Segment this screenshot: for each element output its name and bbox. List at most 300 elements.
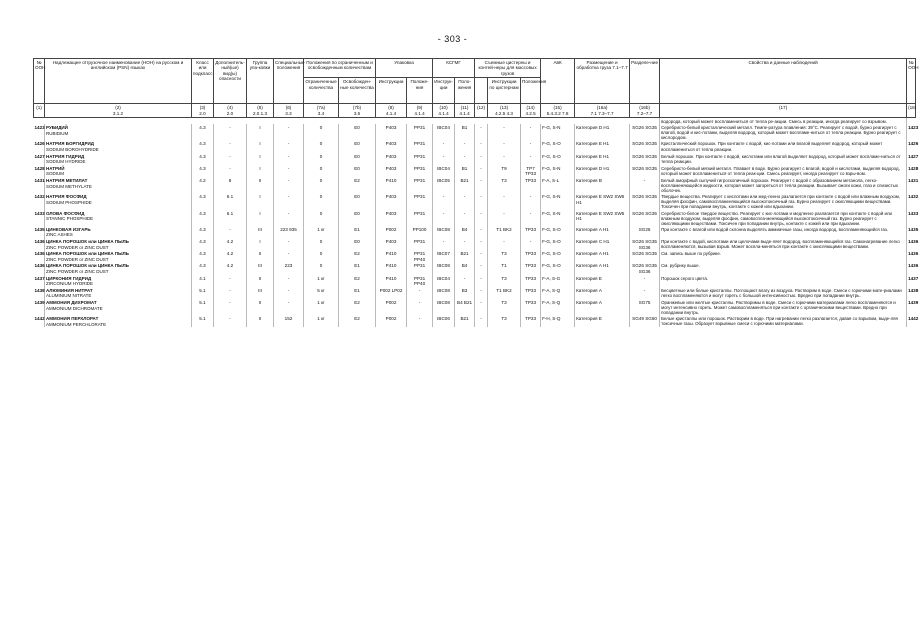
name-ru: ОЛОВА ФОСФИД <box>46 210 85 216</box>
column-number <box>247 104 274 118</box>
column-12: - <box>475 153 488 165</box>
subrisk: - <box>214 165 247 177</box>
table-row <box>34 262 916 274</box>
packing-group: II <box>247 299 274 315</box>
header-properties: Свойства и данные наблюдений <box>660 59 907 104</box>
stowage: Категория C H1 <box>575 238 630 250</box>
special-provisions: - <box>274 140 304 152</box>
limited-quantity: 0 <box>304 262 339 274</box>
ibc-provision: - <box>455 238 475 250</box>
shipping-name <box>45 299 192 315</box>
properties: Оранжевые или желтые кристаллы. Растворимы в воде. Смеси с горючими материалами легко воспламеняются и могут интенсивно гореть. Может самовоспламеняться при контакте с органическими веществами. Вредно при попадании внутрь. <box>660 299 907 315</box>
un-number: 1428 <box>34 165 45 171</box>
column-number <box>214 104 247 118</box>
column-reference: 4.2.5 <box>525 110 536 116</box>
ems-code: F-G, S-N <box>541 165 575 177</box>
stowage: Категория B <box>575 177 630 193</box>
packing-instruction: P410 <box>376 177 407 193</box>
tank-provision: TP7 TP33 <box>521 165 541 177</box>
column-number-label: (17) <box>778 105 788 111</box>
stowage: Категория A <box>575 299 630 315</box>
column-reference: 4.1.4 <box>438 110 449 116</box>
segregation: SG26 SG35 SG36 <box>630 238 660 250</box>
ibc-instruction: IBC06 <box>433 315 455 327</box>
header-packing-provisions: Положе-ния <box>407 78 433 104</box>
subrisk: - <box>214 275 247 287</box>
properties: Серебристо-белое твердое вещество. Реагирует с кис-лотами и медленно разлагается при контакте с водой или влажным воздухом, выделяя фосфин, самовоспла-меняющийся высокотоксичный газ. Бурно реагирует с окисляющими веществами. Токсичен при попадании внутрь, контакте с кожей или при вдыхании. <box>660 210 907 226</box>
shipping-name <box>45 165 192 177</box>
ibc-instruction: - <box>433 153 455 165</box>
ibc-provision: B4 B21 <box>455 299 475 315</box>
ibc-instruction: IBC07 <box>433 250 455 262</box>
column-number-label: (4) <box>227 105 233 111</box>
header-subrisk: Дополнитель-ный(ые) вид(ы) опасности <box>214 59 247 104</box>
ems-code: F-A, S-Q <box>541 287 575 299</box>
ems-code: F-A, S-Q <box>541 299 575 315</box>
packing-group: I <box>247 193 274 209</box>
stowage: Категория E <box>575 275 630 287</box>
segregation: SG75 <box>630 299 660 315</box>
header-segregation: Разделе-ние <box>630 59 660 104</box>
class: 4.3 <box>192 226 214 238</box>
name-ru: АММОНИЯ ДИХРОМАТ <box>46 299 97 305</box>
packing-provision: PP100 <box>407 226 433 238</box>
un-number: 1433 <box>34 210 45 216</box>
name-ru: ЦИНКА ПОРОШОК или ЦИНКА ПЫЛЬ <box>46 251 129 257</box>
column-number <box>521 104 541 118</box>
header-tank-blank <box>475 78 488 104</box>
properties: Твердые вещества. Реагирует с кислотами или мед-ленно разлагается при контакте с водой или влажным воздухом, выделяя фосфин, самовоспламеняющийся высокотоксичный газ. Бурно реагирует с окисляющими веществами. Токсичен при попадании внутрь, контакте с кожей или вдыхании. <box>660 193 907 209</box>
name-ru: РУБИДИЙ <box>46 125 68 131</box>
name-ru: НАТРИЯ ФОСФИД <box>46 194 87 200</box>
table-row <box>34 210 916 226</box>
column-12: - <box>475 262 488 274</box>
un-number-right: 1431 <box>907 177 916 193</box>
un-number: 1423 <box>34 125 45 131</box>
class: 5.1 <box>192 287 214 299</box>
column-number-label: (2) <box>115 105 121 111</box>
un-number-right: 1435 <box>907 226 916 238</box>
packing-instruction: P403 <box>376 124 407 140</box>
column-12: - <box>475 299 488 315</box>
header-class: Класс или подкласс <box>192 59 214 104</box>
packing-instruction: P403 <box>376 140 407 152</box>
limited-quantity: 0 <box>304 250 339 262</box>
class: 4.2 <box>192 177 214 193</box>
table-row <box>34 177 916 193</box>
column-12: - <box>475 315 488 327</box>
tank-provision: - <box>521 153 541 165</box>
table-body <box>34 118 919 328</box>
ems-code: F-G, S-O <box>541 250 575 262</box>
class: 4.3 <box>192 250 214 262</box>
column-reference: 7.2–7.7 <box>636 110 653 116</box>
special-provisions: - <box>274 193 304 209</box>
packing-group: I <box>247 140 274 152</box>
excepted-quantity: E2 <box>339 177 376 193</box>
column-number-label: (15) <box>553 105 562 111</box>
packing-provision: PP31 PP40 <box>407 275 433 287</box>
header-ibc-provisions: Поло-жения <box>455 78 475 104</box>
shipping-name <box>45 177 192 193</box>
ems-code: F-G, S-O <box>541 238 575 250</box>
ibc-provision: B1 <box>455 165 475 177</box>
column-12: - <box>475 250 488 262</box>
limited-quantity: 5 кг <box>304 287 339 299</box>
tank-instruction: - <box>488 124 521 140</box>
column-number <box>630 104 660 118</box>
subrisk: 6.1 <box>214 193 247 209</box>
class: 4.3 <box>192 165 214 177</box>
header-stowage: Размещение и обработка груза 7.1–7.7 <box>575 59 630 104</box>
packing-instruction: P403 <box>376 210 407 226</box>
stowage: Категория E <box>575 315 630 327</box>
name-en: SODIUM BOROHYDRIDE <box>46 147 99 152</box>
column-number-label: (7a) <box>316 105 326 111</box>
column-number-label: (12) <box>476 105 486 111</box>
packing-provision: PP31 <box>407 262 433 274</box>
tank-provision: - <box>521 140 541 152</box>
table-row <box>34 140 916 152</box>
header-limited-quantities: Ограниченные количества <box>304 78 339 104</box>
column-number-label: (13) <box>499 105 509 111</box>
tank-instruction: T1 BK2 <box>488 287 521 299</box>
limited-quantity: 1 кг <box>304 299 339 315</box>
limited-quantity: 0 <box>304 193 339 209</box>
special-provisions: 223 <box>274 262 304 274</box>
column-reference: 5.4.3.2 7.8 <box>546 110 569 116</box>
ibc-instruction: IBC04 <box>433 124 455 140</box>
ibc-provision: B21 <box>455 250 475 262</box>
column-number-label: (14) <box>526 105 535 111</box>
header-special-provisions: Специальные положения <box>274 59 304 104</box>
ibc-provision: B21 <box>455 177 475 193</box>
stowage: Категория A H1 <box>575 250 630 262</box>
name-ru: ЦИНКА ПОРОШОК или ЦИНКА ПЫЛЬ <box>46 263 129 269</box>
header-ems: АвК <box>541 59 575 104</box>
column-number-label: (6) <box>285 105 292 111</box>
class: 4.1 <box>192 275 214 287</box>
un-number-right: 1436 <box>907 262 916 274</box>
stowage: Категория A <box>575 287 630 299</box>
name-en: ZINC ASHES <box>46 232 73 238</box>
shipping-name <box>45 226 192 238</box>
tank-provision: TP33 <box>521 262 541 274</box>
column-number <box>376 104 407 118</box>
tank-instruction: - <box>488 193 521 209</box>
packing-provision: PP31 PP40 <box>407 250 433 262</box>
un-number-right: 1426 <box>907 140 916 152</box>
column-number-label: (16b) <box>639 105 650 111</box>
name-en: AMMONIUM DICHROMATE <box>46 305 103 311</box>
tank-provision: TP33 <box>521 287 541 299</box>
column-number <box>475 104 488 118</box>
name-en: SODIUM <box>46 171 64 177</box>
name-en: ALUMINIUM NITRATE <box>46 293 92 299</box>
subrisk: 8 <box>214 177 247 193</box>
properties: См. рубрику выше. <box>660 262 907 274</box>
excepted-quantity: E0 <box>339 210 376 226</box>
packing-group: II <box>247 177 274 193</box>
table-row <box>34 193 916 209</box>
tank-instruction: - <box>488 210 521 226</box>
subrisk: - <box>214 124 247 140</box>
header-tank-instructions: Инструкции по цистернам <box>488 78 521 104</box>
special-provisions: - <box>274 124 304 140</box>
header-tank-provisions: Положения <box>521 78 541 104</box>
excepted-quantity: E0 <box>339 140 376 152</box>
name-ru: НАТРИЯ БОРГИДРИД <box>46 141 94 147</box>
ibc-instruction: - <box>433 140 455 152</box>
properties: Серебристо-белый кристаллический металл. Темпе-ратура плавления: 39°C. Реагирует с водой, бурно реагирует с влагой, водой и кис-лотами, выделяя водород, который может воспламе-ниться от тепла реакции. Бурно реагирует с кислородом. <box>660 124 907 140</box>
name-en: SODIUM PHOSPHIDE <box>46 199 92 205</box>
un-number-right: 1423 <box>907 124 916 140</box>
packing-group: III <box>247 226 274 238</box>
tank-instruction: T3 <box>488 315 521 327</box>
un-number: 1432 <box>34 194 45 200</box>
column-12: - <box>475 165 488 177</box>
ibc-instruction: IBC08 <box>433 262 455 274</box>
header-name: Надлежащее отгрузочное наименование (НОН) на русском и английском (PSN) языках <box>45 59 192 104</box>
table-row <box>34 238 916 250</box>
ems-code: F-G, S-O <box>541 153 575 165</box>
properties: Серебристо-белый мягкий металл. Плавает в воде. Бурно реагирует с влагой, водой и кислотами, выделяя водород, который может воспламениться от тепла реак-ции. Смесь реагирует, иногда реагирует со взры-вом. <box>660 165 907 177</box>
tank-provision: - <box>521 193 541 209</box>
shipping-name <box>45 140 192 152</box>
column-12: - <box>475 238 488 250</box>
column-reference: 3.3 <box>285 110 292 116</box>
column-12: - <box>475 177 488 193</box>
packing-group: I <box>247 153 274 165</box>
tank-instruction: T3 <box>488 177 521 193</box>
dangerous-goods-table <box>33 58 919 327</box>
stowage: Категория E H1 <box>575 153 630 165</box>
shipping-name <box>45 275 192 287</box>
special-provisions: - <box>274 177 304 193</box>
header-packagings: Упаковка <box>376 59 433 78</box>
ems-code: F-G, S-N <box>541 193 575 209</box>
column-reference: 2.0.1.3 <box>252 110 268 116</box>
column-number <box>407 104 433 118</box>
packing-instruction: P002 LP02 <box>376 287 407 299</box>
subrisk: - <box>214 299 247 315</box>
packing-group: I <box>247 210 274 226</box>
un-number-right: 1437 <box>907 275 916 287</box>
column-number <box>541 104 575 118</box>
limited-quantity: 1 кг <box>304 226 339 238</box>
ibc-provision: - <box>455 275 475 287</box>
packing-group: II <box>247 315 274 327</box>
segregation: - <box>630 287 660 299</box>
un-number-right: 1436 <box>907 250 916 262</box>
excepted-quantity: E2 <box>339 250 376 262</box>
packing-group: III <box>247 287 274 299</box>
properties: Белый аморфный сыпучий гигроскопичный порошок. Реагирует с водой с образованием метанола, легко-воспламеняющейся жидкости, которая может загореться от тепла реакции. Вызывает ожоги кожи, глаз и слизистых оболочек. <box>660 177 907 193</box>
packing-group: II <box>247 275 274 287</box>
packing-provision: PP31 <box>407 140 433 152</box>
packing-instruction: P410 <box>376 275 407 287</box>
header-packing-instructions: Инструкции <box>376 78 407 104</box>
ibc-instruction: IBC08 <box>433 287 455 299</box>
subrisk: - <box>214 287 247 299</box>
name-en: STANNIC PHOSPHIDE <box>46 216 94 222</box>
table-row <box>34 124 916 140</box>
packing-provision: PP31 <box>407 177 433 193</box>
excepted-quantity: E2 <box>339 299 376 315</box>
special-provisions: 152 <box>274 315 304 327</box>
packing-provision: - <box>407 287 433 299</box>
header-ibc: КСГМГ <box>433 59 475 78</box>
column-number <box>192 104 214 118</box>
segregation: SG26 <box>630 226 660 238</box>
column-12: - <box>475 210 488 226</box>
table-row <box>34 153 916 165</box>
packing-instruction: P403 <box>376 165 407 177</box>
limited-quantity: 0 <box>304 124 339 140</box>
un-number-right: 1436 <box>907 238 916 250</box>
shipping-name <box>45 262 192 274</box>
column-12: - <box>475 275 488 287</box>
excepted-quantity: E1 <box>339 287 376 299</box>
header-ibc-instructions: Инструк-ции <box>433 78 455 104</box>
shipping-name <box>45 210 192 226</box>
subrisk: 4.2 <box>214 238 247 250</box>
ems-code: F-G, S-N <box>541 210 575 226</box>
stowage: Категория E SW2 SW5 H1 <box>575 193 630 209</box>
column-reference: 7.1 7.3–7.7 <box>590 110 614 116</box>
packing-group: I <box>247 238 274 250</box>
packing-group: I <box>247 124 274 140</box>
segregation: SG26 SG35 <box>630 140 660 152</box>
ibc-provision: B4 <box>455 262 475 274</box>
name-ru: ЦИРКОНИЯ ГИДРИД <box>46 275 92 281</box>
column-reference: 3.5 <box>353 110 361 116</box>
column-number <box>45 104 192 118</box>
ibc-provision: B3 <box>455 287 475 299</box>
table-row <box>34 315 916 327</box>
packing-instruction: P410 <box>376 262 407 274</box>
excepted-quantity: E1 <box>339 262 376 274</box>
un-number: 1436 <box>34 239 45 244</box>
column-number <box>433 104 455 118</box>
tank-provision: TP33 <box>521 315 541 327</box>
shipping-name <box>45 287 192 299</box>
header-limited-excepted: Положения по ограниченным и освобожденным количествам <box>304 59 376 78</box>
name-en: RUBIDIUM <box>46 130 69 136</box>
limited-quantity: 0 <box>304 177 339 193</box>
intro-row <box>34 118 916 125</box>
excepted-quantity: E2 <box>339 275 376 287</box>
tank-provision: - <box>521 210 541 226</box>
class: 4.3 <box>192 193 214 209</box>
tank-instruction: - <box>488 238 521 250</box>
packing-instruction: P002 <box>376 315 407 327</box>
column-reference: 4.1.4 <box>459 110 470 116</box>
tank-instruction: T3 <box>488 250 521 262</box>
stowage: Категория D H1 <box>575 124 630 140</box>
tank-provision: - <box>521 124 541 140</box>
limited-quantity: 0 <box>304 165 339 177</box>
un-number-right: 1432 <box>907 193 916 209</box>
segregation: SG26 SG35 <box>630 250 660 262</box>
packing-provision: PP31 <box>407 238 433 250</box>
excepted-quantity: E0 <box>339 124 376 140</box>
limited-quantity: 0 <box>304 153 339 165</box>
un-number-right: 1438 <box>907 287 916 299</box>
packing-provision: PP31 <box>407 193 433 209</box>
limited-quantity: 1 кг <box>304 315 339 327</box>
column-number <box>455 104 475 118</box>
properties: При контакте с водой, кислотами или щелочами выде-ляет водород, воспламеняющийся газ. Самонагревание легко воспламеняются, вызывая взрыв. Может воспла-меняться при контакте с окисляющими веществами. <box>660 238 907 250</box>
column-reference: 3.1.2 <box>112 110 124 116</box>
name-en: ZINC POWDER or ZINC DUST <box>46 256 109 262</box>
column-number <box>488 104 521 118</box>
name-en: SODIUM HYDRIDE <box>46 159 86 165</box>
table-header <box>34 59 919 118</box>
name-ru: ЦИНКОВАЯ ИЗГАРЬ <box>46 226 91 232</box>
tank-provision: - <box>521 238 541 250</box>
ems-code: F-A, S-G <box>541 275 575 287</box>
tank-instruction: T3 <box>488 275 521 287</box>
excepted-quantity: E0 <box>339 165 376 177</box>
packing-provision: PP31 <box>407 153 433 165</box>
excepted-quantity: E0 <box>339 238 376 250</box>
name-ru: НАТРИЯ МЕТИЛАТ <box>46 177 88 183</box>
un-number-right: 1427 <box>907 153 916 165</box>
ibc-instruction: IBC04 <box>433 275 455 287</box>
ibc-instruction: IBC08 <box>433 299 455 315</box>
column-12: - <box>475 124 488 140</box>
un-number-right: 1442 <box>907 315 916 327</box>
tank-instruction: T3 <box>488 299 521 315</box>
packing-instruction: P403 <box>376 153 407 165</box>
header-tanks: Съемные цистерны и контей-неры для массовых грузов <box>475 59 541 78</box>
ibc-provision: - <box>455 140 475 152</box>
packing-group: II <box>247 250 274 262</box>
segregation: SG26 SG35 <box>630 124 660 140</box>
column-number-label: (7b) <box>352 105 362 111</box>
subrisk: 4.2 <box>214 262 247 274</box>
header-un-right: № ООН <box>907 59 916 104</box>
properties: При контакте с влагой или водой склонна выделять аммиачные газы, иногда водород, воспламеняющийся газ. <box>660 226 907 238</box>
header-excepted-quantities: Освобожден-ные количества <box>339 78 376 104</box>
un-number: 1439 <box>34 299 45 305</box>
tank-instruction: T1 BK2 <box>488 226 521 238</box>
subrisk: 4.2 <box>214 250 247 262</box>
stowage: Категория A H1 <box>575 226 630 238</box>
special-provisions: - <box>274 165 304 177</box>
un-number: 1438 <box>34 287 45 293</box>
name-ru: НАТРИЙ <box>46 165 65 171</box>
subrisk: - <box>214 226 247 238</box>
packing-provision: PP31 <box>407 124 433 140</box>
column-number-label: (8) <box>388 105 394 111</box>
shipping-name <box>45 124 192 140</box>
special-provisions: - <box>274 275 304 287</box>
column-number-label: (18) <box>908 105 917 111</box>
class: 5.1 <box>192 315 214 327</box>
un-number: 1436 <box>34 251 45 257</box>
name-ru: НАТРИЯ ГИДРИД <box>46 153 85 159</box>
un-number: 1435 <box>34 226 45 232</box>
class: 4.3 <box>192 262 214 274</box>
shipping-name <box>45 193 192 209</box>
un-number: 1431 <box>34 177 45 183</box>
ems-code: F-G, S-N <box>541 124 575 140</box>
column-number <box>274 104 304 118</box>
stowage: Категория D H1 <box>575 165 630 177</box>
excepted-quantity: E0 <box>339 193 376 209</box>
